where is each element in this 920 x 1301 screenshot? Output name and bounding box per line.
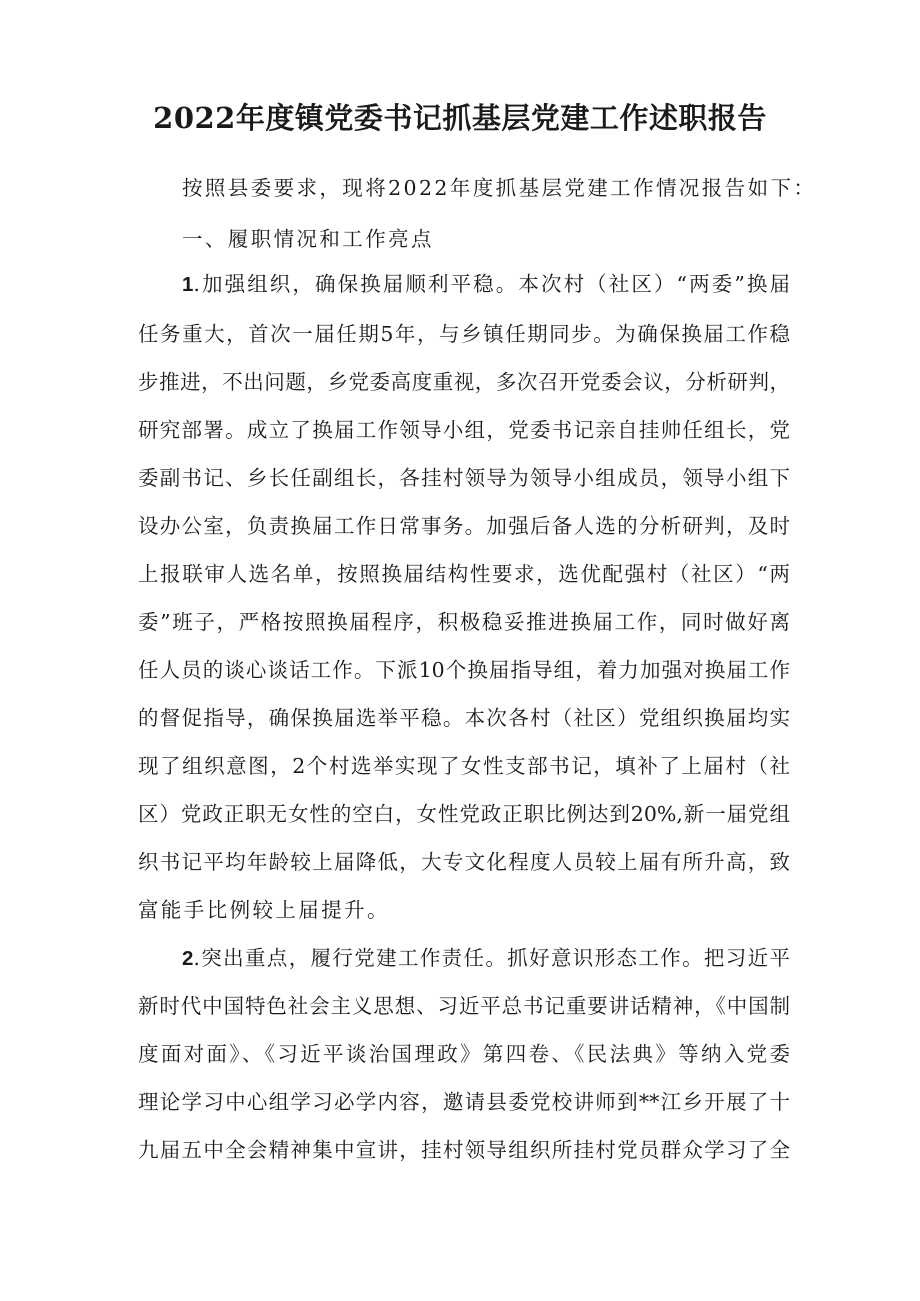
intro-paragraph: 按照县委要求，现将2022年度抓基层党建工作情况报告如下： [182, 176, 817, 200]
item1-line: 现了组织意图，2个村选举实现了女性支部书记，填补了上届村（社 [138, 754, 790, 778]
item2-line: 九届五中全会精神集中宣讲，挂村领导组织所挂村党员群众学习了全 [138, 1138, 790, 1162]
item1-first-line [182, 268, 790, 301]
item1-line: 任人员的谈心谈话工作。下派10个换届指导组，着力加强对换届工作 [138, 658, 790, 682]
item1-line: 的督促指导，确保换届选举平稳。本次各村（社区）党组织换届均实 [138, 706, 790, 730]
item1-line: 研究部署。成立了换届工作领导小组，党委书记亲自挂帅任组长，党 [138, 418, 790, 442]
item2-first-line [182, 942, 790, 975]
item1-line: 委”班子，严格按照换届程序，积极稳妥推进换届工作，同时做好离 [138, 610, 790, 634]
item1-line-text: .加强组织，确保换届顺利平稳。本次村（社区）“两委”换届 [193, 272, 790, 296]
item1-line: 设办公室，负责换届工作日常事务。加强后备人选的分析研判，及时 [138, 514, 790, 538]
item2-line: 理论学习中心组学习必学内容，邀请县委党校讲师到**江乡开展了十 [138, 1090, 790, 1114]
item1-line: 上报联审人选名单，按照换届结构性要求，选优配强村（社区）“两 [138, 562, 790, 586]
item2-line-text: .突出重点，履行党建工作责任。抓好意识形态工作。把习近平 [193, 946, 790, 970]
item2-line: 新时代中国特色社会主义思想、习近平总书记重要讲话精神，《中国制 [138, 994, 790, 1018]
document-title: 2022年度镇党委书记抓基层党建工作述职报告 [153, 101, 767, 135]
item2-line: 度面对面》、《习近平谈治国理政》第四卷、《民法典》等纳入党委 [138, 1042, 790, 1066]
item1-number: 1 [182, 273, 194, 296]
item1-last-line: 富能手比例较上届提升。 [138, 898, 390, 922]
item1-line: 区）党政正职无女性的空白，女性党政正职比例达到20%,新一届党组 [138, 802, 790, 826]
item2-number: 2 [182, 947, 194, 970]
section-heading: 一、履职情况和工作亮点 [182, 227, 434, 251]
item1-line: 委副书记、乡长任副组长，各挂村领导为领导小组成员，领导小组下 [138, 466, 790, 490]
item1-line: 织书记平均年龄较上届降低，大专文化程度人员较上届有所升高，致 [138, 850, 790, 874]
item1-line: 步推进，不出问题，乡党委高度重视，多次召开党委会议，分析研判， [138, 370, 790, 394]
item1-line: 任务重大，首次一届任期5年，与乡镇任期同步。为确保换届工作稳 [138, 322, 790, 346]
